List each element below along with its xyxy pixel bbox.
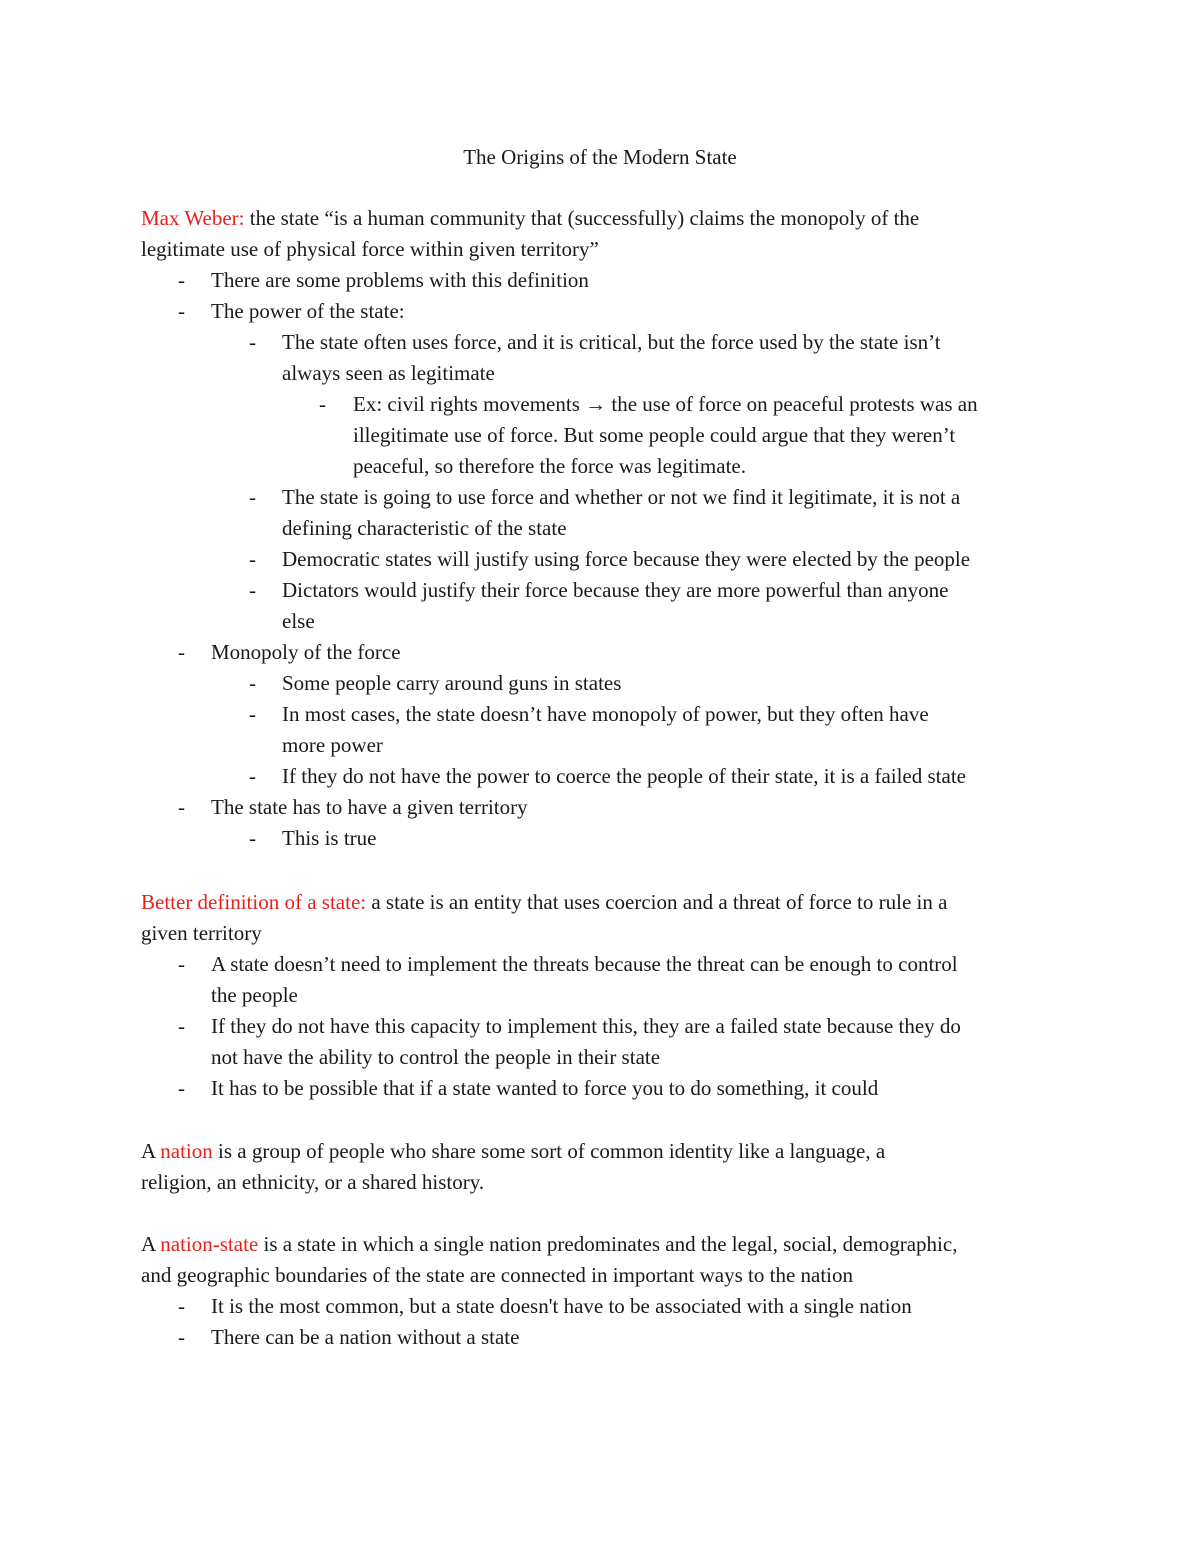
bullet-dash: - [178,299,185,323]
bullet-dash: - [249,547,256,571]
bullet-dash: - [249,330,256,354]
nation-state-bullet-2: There can be a nation without a state [211,1325,520,1349]
bullet-dash: - [249,485,256,509]
weber-intro-line-1 [141,203,919,234]
weber-intro-text: the state “is a human community that (successfully) claims the monopoly of the [244,206,920,230]
bullet-dash: - [178,1014,185,1038]
nation-state-term: nation-state [160,1232,259,1256]
weber-bullet-3: Monopoly of the force [211,640,401,664]
weber-bullet-2-4-line-1: Dictators would justify their force because they are more powerful than anyone [282,578,949,602]
better-bullet-1-line-1: A state doesn’t need to implement the threats because the threat can be enough to control [211,952,958,976]
bullet-dash: - [178,1325,185,1349]
weber-bullet-2: The power of the state: [211,299,405,323]
weber-bullet-2-1-line-2: always seen as legitimate [282,361,495,385]
bullet-dash: - [178,640,185,664]
weber-bullet-3-3: If they do not have the power to coerce the people of their state, it is a failed state [282,764,966,788]
weber-bullet-2-2-line-1: The state is going to use force and whether or not we find it legitimate, it is not a [282,485,961,509]
bullet-dash: - [249,764,256,788]
nation-intro-text: is a group of people who share some sort of common identity like a language, a [212,1139,886,1163]
bullet-dash: - [249,702,256,726]
bullet-dash: - [319,392,326,416]
weber-bullet-4-1: This is true [282,826,377,850]
bullet-dash: - [178,1294,185,1318]
nation-intro-line-2: religion, an ethnicity, or a shared history. [141,1170,485,1194]
better-term: Better definition of a state: [141,890,367,914]
nation-state-intro-text: is a state in which a single nation predominates and the legal, social, demographic, [258,1232,958,1256]
nation-prefix: A [141,1139,161,1163]
better-bullet-3: It has to be possible that if a state wanted to force you to do something, it could [211,1076,879,1100]
bullet-dash: - [178,1076,185,1100]
better-intro-text: a state is an entity that uses coercion and a threat of force to rule in a [366,890,948,914]
nation-intro-line-1 [141,1136,885,1167]
weber-bullet-3-2-line-1: In most cases, the state doesn’t have monopoly of power, but they often have [282,702,929,726]
document-title: The Origins of the Modern State [463,145,737,169]
weber-bullet-2-1-1-line-1: Ex: civil rights movements → the use of force on peaceful protests was an [353,392,978,416]
weber-intro-line-2: legitimate use of physical force within given territory” [141,237,599,261]
bullet-dash: - [249,578,256,602]
weber-bullet-2-1-line-1: The state often uses force, and it is critical, but the force used by the state isn’t [282,330,941,354]
weber-bullet-3-2-line-2: more power [282,733,383,757]
bullet-dash: - [178,952,185,976]
nation-state-bullet-1: It is the most common, but a state doesn't have to be associated with a single nation [211,1294,912,1318]
better-bullet-1-line-2: the people [211,983,298,1007]
bullet-dash: - [178,795,185,819]
weber-bullet-1: There are some problems with this definition [211,268,589,292]
weber-bullet-2-3: Democratic states will justify using force because they were elected by the people [282,547,971,571]
bullet-dash: - [249,671,256,695]
bullet-dash: - [249,826,256,850]
bullet-dash: - [178,268,185,292]
nation-state-intro-line-2: and geographic boundaries of the state are connected in important ways to the nation [141,1263,854,1287]
weber-bullet-2-1-1-line-2: illegitimate use of force. But some people could argue that they weren’t [353,423,956,447]
weber-bullet-4: The state has to have a given territory [211,795,528,819]
nation-term: nation [160,1139,213,1163]
weber-term: Max Weber: [141,206,245,230]
better-bullet-2-line-2: not have the ability to control the people in their state [211,1045,661,1069]
weber-bullet-2-2-line-2: defining characteristic of the state [282,516,567,540]
better-intro-line-2: given territory [141,921,262,945]
nation-state-prefix: A [141,1232,161,1256]
nation-state-intro-line-1 [141,1229,957,1260]
better-bullet-2-line-1: If they do not have this capacity to implement this, they are a failed state because they do [211,1014,961,1038]
better-intro-line-1 [141,887,947,918]
weber-bullet-2-4-line-2: else [282,609,315,633]
weber-bullet-2-1-1-line-3: peaceful, so therefore the force was legitimate. [353,454,746,478]
weber-bullet-3-1: Some people carry around guns in states [282,671,622,695]
